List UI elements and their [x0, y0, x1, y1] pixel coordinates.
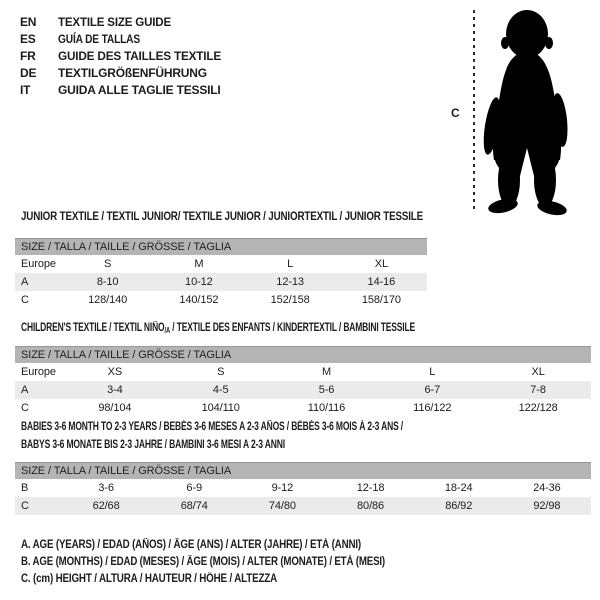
junior-table [15, 255, 427, 309]
size-cell: 9-12 [271, 482, 294, 494]
size-cell: L [287, 258, 294, 270]
size-cell: S [104, 258, 112, 270]
size-cell: 62/68 [92, 500, 120, 512]
size-cell: 10-12 [185, 276, 213, 288]
language-row [20, 82, 224, 99]
size-cell: L [429, 366, 436, 378]
silhouette-right-leg [534, 153, 556, 207]
babies-section-title-line2 [21, 439, 377, 451]
row-label: A [21, 276, 29, 288]
size-cell: 122/128 [518, 402, 558, 414]
legend-line-b [21, 554, 452, 571]
size-header-bar: SIZE / TALLA / TAILLE / GRÖSSE / TAGLIA [15, 238, 427, 255]
language-code: FR [20, 49, 36, 63]
language-label: GUÍA DE TALLAS [58, 32, 140, 46]
size-header-bar: SIZE / TALLA / TAILLE / GRÖSSE / TAGLIA [15, 346, 591, 363]
language-label: TEXTILE SIZE GUIDE [58, 15, 171, 29]
size-cell: XS [107, 366, 123, 378]
size-cell: 8-10 [96, 276, 119, 288]
size-header-bar: SIZE / TALLA / TAILLE / GRÖSSE / TAGLIA [15, 462, 591, 479]
size-cell: 74/80 [268, 500, 296, 512]
size-cell: 140/152 [179, 294, 219, 306]
size-cell: M [194, 258, 204, 270]
row-label: B [21, 482, 29, 494]
size-cell: 3-4 [107, 384, 123, 396]
language-code: DE [20, 66, 37, 80]
children-title-post: / TEXTILE DES ENFANTS / KINDERTEXTIL / BAMBINI TESSILE [170, 322, 415, 334]
size-cell: 18-24 [444, 482, 473, 494]
size-cell: 152/158 [270, 294, 310, 306]
row-label: C [21, 500, 29, 512]
babies-size-table [15, 462, 591, 515]
row-label: Europe [21, 366, 56, 378]
language-code: EN [20, 15, 37, 29]
junior-section-title [21, 211, 492, 223]
language-row [20, 31, 224, 48]
babies-table [15, 479, 591, 515]
children-table [15, 363, 591, 417]
legend [21, 537, 452, 588]
legend-line-b-text: B. AGE (MONTHS) / EDAD (MESES) / ÂGE (MOIS) / ALTER (MONATE) / ETÀ (MESI) [21, 556, 385, 568]
size-table-row [15, 479, 591, 497]
language-guide [20, 14, 224, 99]
silhouette-left-leg [498, 153, 520, 207]
size-cell: 110/116 [307, 402, 346, 414]
babies-title-line2-text: BABYS 3-6 MONATE BIS 2-3 JAHRE / BAMBINI 3-6 MESI A 2-3 ANNI [21, 439, 285, 451]
language-label: TEXTILGRÖßENFÜHRUNG [58, 66, 207, 80]
row-label: C [21, 402, 29, 414]
language-code: IT [20, 83, 31, 97]
size-cell: 92/98 [533, 500, 561, 512]
legend-line-a [21, 537, 452, 554]
language-label: GUIDE DES TAILLES TEXTILE [58, 49, 221, 63]
size-table-row [15, 255, 427, 273]
toddler-silhouette [480, 8, 600, 220]
row-label: Europe [21, 258, 56, 270]
size-cell: 98/104 [98, 402, 132, 414]
language-row [20, 65, 224, 82]
size-cell: 12-18 [356, 482, 385, 494]
size-cell: 4-5 [212, 384, 229, 396]
row-label: C [21, 294, 29, 306]
size-cell: M [321, 366, 332, 378]
children-size-table [15, 346, 591, 417]
size-cell: 104/110 [201, 402, 240, 414]
legend-line-c-text: C. (cm) HEIGHT / ALTURA / HAUTEUR / HÖHE / ALTEZZA [21, 573, 277, 585]
babies-section-title-line1 [21, 421, 539, 433]
children-title-pre: CHILDREN'S TEXTILE / TEXTIL NIÑO [21, 322, 165, 334]
legend-line-c [21, 571, 452, 588]
size-cell: 7-8 [530, 384, 546, 396]
size-table-row [15, 381, 591, 399]
legend-line-a-text: A. AGE (YEARS) / EDAD (AÑOS) / ÂGE (ANS) / ALTER (JAHRE) / ETÀ (ANNI) [21, 539, 361, 551]
size-table-row [15, 273, 427, 291]
children-section-title-text [21, 322, 415, 335]
silhouette-right-ear [545, 37, 553, 49]
silhouette-head [506, 10, 548, 58]
size-cell: 24-36 [533, 482, 561, 494]
size-cell: 80/86 [357, 500, 385, 512]
size-cell: 128/140 [88, 294, 128, 306]
children-title-sub: /A [164, 326, 171, 335]
height-marker-label: C [451, 106, 460, 120]
children-section-title [21, 322, 556, 335]
height-measure-dotted-line [473, 10, 475, 210]
language-row [20, 48, 224, 65]
size-cell: 14-16 [367, 276, 396, 288]
size-cell: 68/74 [180, 500, 208, 512]
junior-size-table [15, 238, 427, 309]
size-cell: 116/122 [413, 402, 452, 414]
size-cell: 5-6 [318, 384, 335, 396]
size-cell: 86/92 [445, 500, 473, 512]
language-code: ES [20, 32, 36, 46]
silhouette-left-ear [501, 37, 509, 49]
language-label: GUIDA ALLE TAGLIE TESSILI [58, 83, 221, 97]
babies-title-line1-text: BABIES 3-6 MONTH TO 2-3 YEARS / BEBÉS 3-6 MESES A 2-3 AÑOS / BÉBÉS 3-6 MOIS À 2-3 ANS / [21, 421, 403, 433]
junior-section-title-text: JUNIOR TEXTILE / TEXTIL JUNIOR/ TEXTILE JUNIOR / JUNIORTEXTIL / JUNIOR TESSILE [21, 211, 423, 223]
language-row [20, 14, 224, 31]
size-cell: XL [374, 258, 388, 270]
size-table-row [15, 363, 591, 381]
size-cell: 3-6 [98, 482, 114, 494]
row-label: A [21, 384, 29, 396]
size-cell: S [217, 366, 225, 378]
size-cell: 6-9 [186, 482, 203, 494]
size-cell: 6-7 [424, 384, 441, 396]
size-cell: 12-13 [276, 276, 304, 288]
size-table-row [15, 497, 591, 515]
size-table-row [15, 399, 591, 417]
size-cell: 158/170 [361, 294, 401, 306]
size-table-row [15, 291, 427, 309]
size-cell: XL [531, 366, 545, 378]
